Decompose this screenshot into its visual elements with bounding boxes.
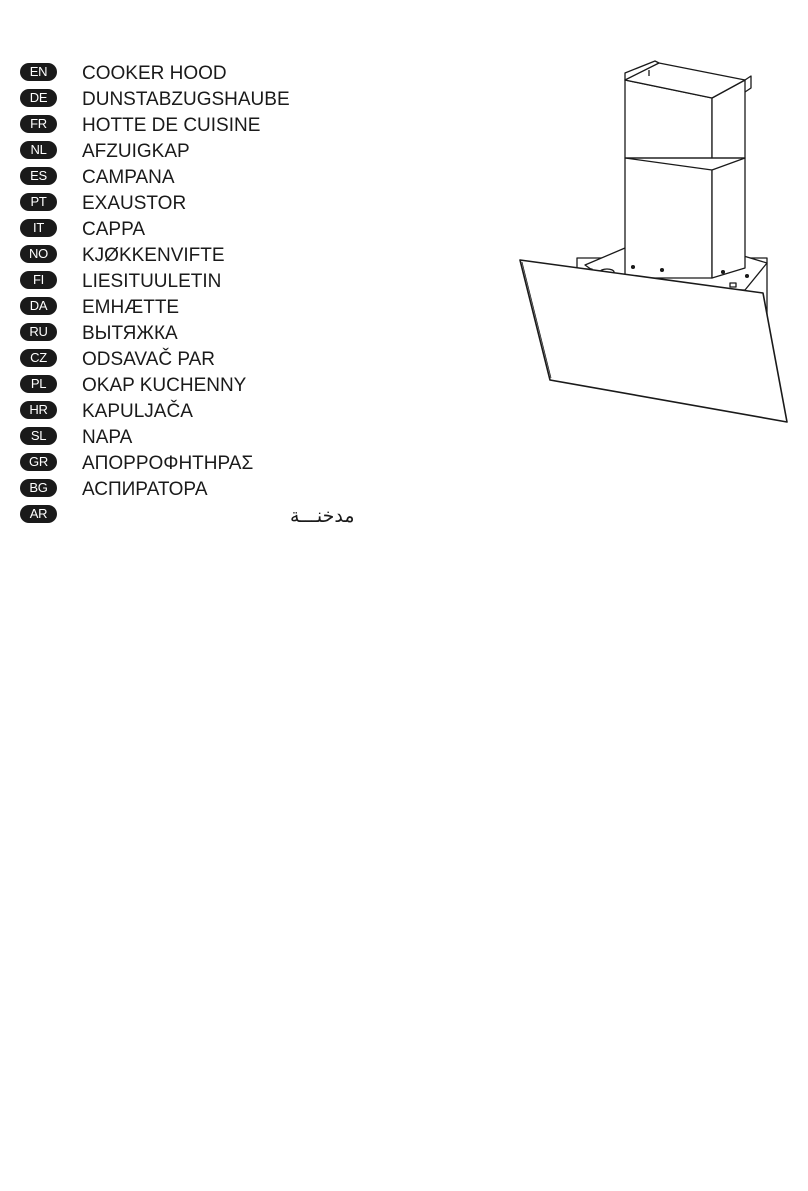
language-row-de (20, 86, 420, 112)
chimney-lower-front (625, 158, 712, 278)
product-title: ΑΠΟΡΡΟΦΗΤΗΡΑΣ (82, 453, 254, 474)
language-row-pl (20, 372, 420, 398)
language-row-gr (20, 450, 420, 476)
language-row-nl (20, 138, 420, 164)
product-title: OKAP KUCHENNY (82, 375, 247, 396)
product-title: KAPULJAČA (82, 401, 193, 422)
language-row-sl (20, 424, 420, 450)
product-title: DUNSTABZUGSHAUBE (82, 89, 290, 110)
language-row-bg (20, 476, 420, 502)
language-title-list (20, 60, 420, 528)
language-row-fi (20, 268, 420, 294)
language-row-it (20, 216, 420, 242)
language-row-pt (20, 190, 420, 216)
language-row-cz (20, 346, 420, 372)
language-code-badge: GR (20, 453, 57, 471)
language-code-badge: HR (20, 401, 57, 419)
chimney-lower-side (712, 158, 745, 278)
language-code-badge: ES (20, 167, 57, 185)
language-code-badge: RU (20, 323, 57, 341)
language-code-badge: SL (20, 427, 57, 445)
language-row-ar (20, 502, 420, 528)
language-code-badge: FR (20, 115, 57, 133)
product-title: COOKER HOOD (82, 63, 227, 84)
language-row-da (20, 294, 420, 320)
language-row-ru (20, 320, 420, 346)
product-title: KJØKKENVIFTE (82, 245, 225, 266)
language-code-badge: NL (20, 141, 57, 159)
language-code-badge: PT (20, 193, 57, 211)
product-title: ВЫТЯЖКА (82, 323, 178, 344)
language-code-badge: DA (20, 297, 57, 315)
language-code-badge: BG (20, 479, 57, 497)
language-code-badge: DE (20, 89, 57, 107)
product-title: ODSAVAČ PAR (82, 349, 216, 370)
language-code-badge: AR (20, 505, 57, 523)
language-code-badge: CZ (20, 349, 57, 367)
product-title: AFZUIGKAP (82, 141, 190, 162)
language-code-badge: FI (20, 271, 57, 289)
language-row-hr (20, 398, 420, 424)
language-code-badge: NO (20, 245, 57, 263)
product-title: NAPA (82, 427, 133, 448)
product-title: АСПИРАТОРА (82, 479, 208, 500)
language-code-badge: EN (20, 63, 57, 81)
language-code-badge: IT (20, 219, 57, 237)
product-title: CAPPA (82, 219, 146, 240)
language-code-badge: PL (20, 375, 57, 393)
language-row-es (20, 164, 420, 190)
language-row-fr (20, 112, 420, 138)
product-title: مدخنـــة (290, 505, 355, 527)
product-title: CAMPANA (82, 167, 175, 188)
language-row-en (20, 60, 420, 86)
cooker-hood-illustration (515, 58, 790, 426)
product-title: LIESITUULETIN (82, 271, 222, 292)
product-title: HOTTE DE CUISINE (82, 115, 261, 136)
product-title: EXAUSTOR (82, 193, 187, 214)
product-title: EMHÆTTE (82, 297, 180, 318)
language-row-no (20, 242, 420, 268)
